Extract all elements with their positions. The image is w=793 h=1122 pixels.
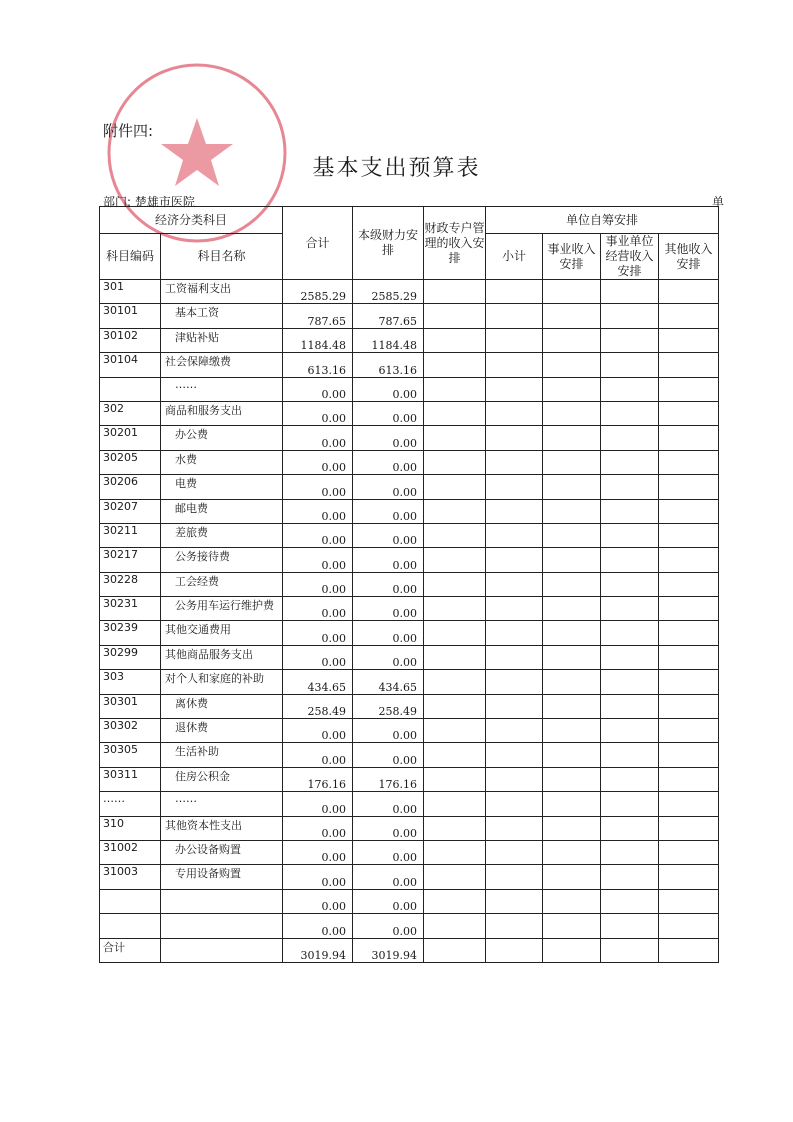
cell-total: 0.00	[283, 840, 353, 864]
cell-career-income	[543, 597, 601, 621]
cell-career-income	[543, 914, 601, 938]
cell-subtotal	[486, 938, 543, 962]
cell-other-income	[659, 523, 719, 547]
cell-name: 办公费	[161, 426, 283, 450]
cell-business-income	[601, 450, 659, 474]
cell-total: 0.00	[283, 426, 353, 450]
cell-total: 787.65	[283, 304, 353, 328]
cell-special-finance	[424, 840, 486, 864]
cell-business-income	[601, 499, 659, 523]
table-row	[100, 694, 719, 718]
cell-subtotal	[486, 450, 543, 474]
cell-subtotal	[486, 377, 543, 401]
cell-code: 30104	[100, 353, 161, 377]
cell-business-income	[601, 377, 659, 401]
cell-total: 0.00	[283, 450, 353, 474]
cell-other-income	[659, 816, 719, 840]
cell-other-income	[659, 280, 719, 304]
cell-name: 公务用车运行维护费	[161, 597, 283, 621]
cell-special-finance	[424, 401, 486, 425]
cell-level-finance: 1184.48	[353, 328, 424, 352]
cell-code: 30305	[100, 743, 161, 767]
cell-career-income	[543, 304, 601, 328]
cell-special-finance	[424, 621, 486, 645]
cell-subtotal	[486, 548, 543, 572]
cell-other-income	[659, 572, 719, 596]
cell-total: 0.00	[283, 816, 353, 840]
cell-subtotal	[486, 767, 543, 791]
cell-name: 公务接待费	[161, 548, 283, 572]
header-subtotal: 小计	[486, 234, 543, 280]
cell-special-finance	[424, 304, 486, 328]
cell-name: ……	[161, 377, 283, 401]
cell-special-finance	[424, 597, 486, 621]
cell-level-finance: 0.00	[353, 475, 424, 499]
cell-total: 0.00	[283, 645, 353, 669]
cell-other-income	[659, 377, 719, 401]
cell-other-income	[659, 548, 719, 572]
cell-career-income	[543, 450, 601, 474]
table-row	[100, 938, 719, 962]
cell-code: 302	[100, 401, 161, 425]
cell-business-income	[601, 523, 659, 547]
cell-business-income	[601, 889, 659, 913]
cell-level-finance: 0.00	[353, 523, 424, 547]
cell-name: 电费	[161, 475, 283, 499]
cell-level-finance: 176.16	[353, 767, 424, 791]
cell-code: 30311	[100, 767, 161, 791]
table-row	[100, 792, 719, 816]
cell-name: 生活补助	[161, 743, 283, 767]
cell-business-income	[601, 280, 659, 304]
cell-subtotal	[486, 694, 543, 718]
cell-level-finance: 0.00	[353, 499, 424, 523]
cell-subtotal	[486, 280, 543, 304]
table-row	[100, 865, 719, 889]
cell-level-finance: 0.00	[353, 645, 424, 669]
cell-subtotal	[486, 645, 543, 669]
cell-special-finance	[424, 548, 486, 572]
cell-special-finance	[424, 450, 486, 474]
cell-business-income	[601, 401, 659, 425]
cell-code: ……	[100, 792, 161, 816]
table-row	[100, 280, 719, 304]
cell-name: 离休费	[161, 694, 283, 718]
table-row	[100, 401, 719, 425]
cell-level-finance: 0.00	[353, 840, 424, 864]
cell-subtotal	[486, 328, 543, 352]
header-business-income: 事业单位经营收入安排	[601, 234, 659, 280]
cell-name: 邮电费	[161, 499, 283, 523]
cell-level-finance: 0.00	[353, 743, 424, 767]
table-row	[100, 914, 719, 938]
cell-total: 434.65	[283, 670, 353, 694]
cell-code: 30205	[100, 450, 161, 474]
cell-special-finance	[424, 572, 486, 596]
cell-name: 专用设备购置	[161, 865, 283, 889]
table-row	[100, 328, 719, 352]
cell-career-income	[543, 645, 601, 669]
cell-total: 0.00	[283, 889, 353, 913]
cell-other-income	[659, 645, 719, 669]
cell-level-finance: 613.16	[353, 353, 424, 377]
cell-total: 613.16	[283, 353, 353, 377]
table-row	[100, 353, 719, 377]
cell-business-income	[601, 572, 659, 596]
cell-name: 津贴补贴	[161, 328, 283, 352]
cell-other-income	[659, 670, 719, 694]
cell-total: 0.00	[283, 865, 353, 889]
table-row	[100, 621, 719, 645]
cell-total: 0.00	[283, 792, 353, 816]
table-row	[100, 377, 719, 401]
cell-subtotal	[486, 840, 543, 864]
cell-name	[161, 938, 283, 962]
cell-subtotal	[486, 743, 543, 767]
cell-special-finance	[424, 914, 486, 938]
cell-career-income	[543, 523, 601, 547]
cell-special-finance	[424, 499, 486, 523]
cell-business-income	[601, 767, 659, 791]
cell-subtotal	[486, 865, 543, 889]
cell-career-income	[543, 865, 601, 889]
cell-total: 0.00	[283, 475, 353, 499]
table-row	[100, 670, 719, 694]
cell-name: 基本工资	[161, 304, 283, 328]
cell-subtotal	[486, 670, 543, 694]
cell-level-finance: 0.00	[353, 548, 424, 572]
cell-business-income	[601, 645, 659, 669]
cell-subtotal	[486, 401, 543, 425]
cell-business-income	[601, 816, 659, 840]
cell-level-finance: 3019.94	[353, 938, 424, 962]
cell-career-income	[543, 377, 601, 401]
cell-special-finance	[424, 719, 486, 743]
header-other-income: 其他收入安排	[659, 234, 719, 280]
cell-career-income	[543, 767, 601, 791]
cell-code: 31003	[100, 865, 161, 889]
cell-subtotal	[486, 816, 543, 840]
cell-code: 303	[100, 670, 161, 694]
cell-level-finance: 0.00	[353, 401, 424, 425]
cell-level-finance: 0.00	[353, 792, 424, 816]
cell-business-income	[601, 694, 659, 718]
table-row	[100, 889, 719, 913]
cell-special-finance	[424, 889, 486, 913]
cell-career-income	[543, 621, 601, 645]
table-row	[100, 548, 719, 572]
department-label: 部门: 楚雄市医院	[103, 195, 195, 209]
cell-special-finance	[424, 743, 486, 767]
cell-special-finance	[424, 475, 486, 499]
annex-label: 附件四:	[103, 122, 154, 140]
header-self-raised-group: 单位自筹安排	[486, 207, 719, 234]
cell-code: 30101	[100, 304, 161, 328]
cell-code: 30239	[100, 621, 161, 645]
cell-other-income	[659, 621, 719, 645]
cell-level-finance: 0.00	[353, 865, 424, 889]
cell-name: 工资福利支出	[161, 280, 283, 304]
header-special-finance: 财政专户管理的收入安排	[424, 207, 486, 280]
cell-business-income	[601, 938, 659, 962]
cell-special-finance	[424, 328, 486, 352]
cell-total: 0.00	[283, 401, 353, 425]
cell-other-income	[659, 499, 719, 523]
cell-other-income	[659, 426, 719, 450]
cell-code: 30301	[100, 694, 161, 718]
budget-table-body	[100, 280, 719, 963]
cell-special-finance	[424, 645, 486, 669]
cell-business-income	[601, 719, 659, 743]
header-econ-group: 经济分类科目	[100, 207, 283, 234]
cell-total: 0.00	[283, 377, 353, 401]
cell-level-finance: 0.00	[353, 450, 424, 474]
table-row	[100, 767, 719, 791]
cell-level-finance: 0.00	[353, 426, 424, 450]
cell-other-income	[659, 914, 719, 938]
cell-career-income	[543, 938, 601, 962]
cell-level-finance: 2585.29	[353, 280, 424, 304]
cell-subtotal	[486, 597, 543, 621]
cell-name: 对个人和家庭的补助	[161, 670, 283, 694]
cell-career-income	[543, 694, 601, 718]
table-row	[100, 475, 719, 499]
cell-special-finance	[424, 938, 486, 962]
cell-business-income	[601, 353, 659, 377]
cell-career-income	[543, 572, 601, 596]
cell-special-finance	[424, 280, 486, 304]
cell-total: 176.16	[283, 767, 353, 791]
cell-total: 0.00	[283, 914, 353, 938]
cell-total: 0.00	[283, 572, 353, 596]
cell-special-finance	[424, 377, 486, 401]
cell-career-income	[543, 670, 601, 694]
cell-level-finance: 434.65	[353, 670, 424, 694]
header-career-income: 事业收入安排	[543, 234, 601, 280]
cell-name: 其他商品服务支出	[161, 645, 283, 669]
cell-name: 社会保障缴费	[161, 353, 283, 377]
cell-name	[161, 889, 283, 913]
budget-table	[99, 206, 719, 963]
cell-special-finance	[424, 353, 486, 377]
cell-subtotal	[486, 426, 543, 450]
cell-total: 1184.48	[283, 328, 353, 352]
cell-other-income	[659, 938, 719, 962]
cell-other-income	[659, 353, 719, 377]
cell-special-finance	[424, 816, 486, 840]
table-row	[100, 450, 719, 474]
cell-subtotal	[486, 914, 543, 938]
cell-career-income	[543, 889, 601, 913]
cell-other-income	[659, 889, 719, 913]
cell-code: 30231	[100, 597, 161, 621]
cell-career-income	[543, 328, 601, 352]
cell-level-finance: 787.65	[353, 304, 424, 328]
cell-code: 30211	[100, 523, 161, 547]
cell-level-finance: 0.00	[353, 914, 424, 938]
cell-other-income	[659, 865, 719, 889]
cell-code: 30299	[100, 645, 161, 669]
cell-level-finance: 0.00	[353, 889, 424, 913]
table-row	[100, 719, 719, 743]
cell-subtotal	[486, 353, 543, 377]
cell-other-income	[659, 475, 719, 499]
cell-name: 水费	[161, 450, 283, 474]
cell-career-income	[543, 475, 601, 499]
cell-level-finance: 0.00	[353, 719, 424, 743]
cell-subtotal	[486, 304, 543, 328]
cell-special-finance	[424, 694, 486, 718]
cell-total: 258.49	[283, 694, 353, 718]
cell-other-income	[659, 719, 719, 743]
cell-subtotal	[486, 572, 543, 596]
cell-name: 住房公积金	[161, 767, 283, 791]
cell-special-finance	[424, 523, 486, 547]
cell-other-income	[659, 597, 719, 621]
cell-business-income	[601, 621, 659, 645]
cell-business-income	[601, 792, 659, 816]
cell-business-income	[601, 597, 659, 621]
cell-level-finance: 0.00	[353, 621, 424, 645]
cell-code: 30102	[100, 328, 161, 352]
cell-code: 30201	[100, 426, 161, 450]
cell-name: 工会经费	[161, 572, 283, 596]
cell-code	[100, 889, 161, 913]
cell-career-income	[543, 743, 601, 767]
cell-subtotal	[486, 499, 543, 523]
cell-special-finance	[424, 865, 486, 889]
cell-code: 30228	[100, 572, 161, 596]
page-title: 基本支出预算表	[312, 156, 481, 181]
cell-other-income	[659, 328, 719, 352]
table-row	[100, 645, 719, 669]
cell-level-finance: 0.00	[353, 572, 424, 596]
cell-name: 差旅费	[161, 523, 283, 547]
cell-other-income	[659, 304, 719, 328]
cell-career-income	[543, 499, 601, 523]
cell-total: 0.00	[283, 597, 353, 621]
cell-code: 301	[100, 280, 161, 304]
table-row	[100, 572, 719, 596]
header-total: 合计	[283, 207, 353, 280]
cell-name: 商品和服务支出	[161, 401, 283, 425]
cell-total: 0.00	[283, 743, 353, 767]
cell-code: 30217	[100, 548, 161, 572]
cell-business-income	[601, 548, 659, 572]
cell-career-income	[543, 401, 601, 425]
cell-code: 30206	[100, 475, 161, 499]
cell-business-income	[601, 914, 659, 938]
cell-special-finance	[424, 426, 486, 450]
cell-total: 3019.94	[283, 938, 353, 962]
cell-career-income	[543, 816, 601, 840]
cell-level-finance: 0.00	[353, 377, 424, 401]
cell-special-finance	[424, 767, 486, 791]
cell-career-income	[543, 353, 601, 377]
cell-name	[161, 914, 283, 938]
table-row	[100, 816, 719, 840]
cell-other-income	[659, 792, 719, 816]
table-row	[100, 499, 719, 523]
cell-name: ……	[161, 792, 283, 816]
cell-level-finance: 0.00	[353, 597, 424, 621]
cell-career-income	[543, 426, 601, 450]
cell-total: 0.00	[283, 499, 353, 523]
cell-subtotal	[486, 523, 543, 547]
cell-other-income	[659, 401, 719, 425]
cell-total: 0.00	[283, 621, 353, 645]
cell-business-income	[601, 426, 659, 450]
cell-subtotal	[486, 621, 543, 645]
cell-career-income	[543, 548, 601, 572]
cell-code: 30302	[100, 719, 161, 743]
table-row	[100, 597, 719, 621]
cell-total: 0.00	[283, 523, 353, 547]
cell-business-income	[601, 743, 659, 767]
cell-code	[100, 914, 161, 938]
header-level-finance: 本级财力安排	[353, 207, 424, 280]
cell-special-finance	[424, 670, 486, 694]
cell-business-income	[601, 328, 659, 352]
unit-label-fragment: 单	[712, 195, 725, 209]
table-row	[100, 426, 719, 450]
cell-other-income	[659, 694, 719, 718]
cell-level-finance: 258.49	[353, 694, 424, 718]
cell-special-finance	[424, 792, 486, 816]
cell-code: 310	[100, 816, 161, 840]
cell-name: 办公设备购置	[161, 840, 283, 864]
cell-other-income	[659, 743, 719, 767]
cell-total: 0.00	[283, 719, 353, 743]
cell-career-income	[543, 840, 601, 864]
cell-business-income	[601, 475, 659, 499]
cell-career-income	[543, 792, 601, 816]
cell-subtotal	[486, 889, 543, 913]
header-code: 科目编码	[100, 234, 161, 280]
cell-code: 31002	[100, 840, 161, 864]
cell-name: 其他交通费用	[161, 621, 283, 645]
table-row	[100, 523, 719, 547]
cell-career-income	[543, 719, 601, 743]
cell-business-income	[601, 670, 659, 694]
cell-business-income	[601, 865, 659, 889]
cell-subtotal	[486, 792, 543, 816]
cell-level-finance: 0.00	[353, 816, 424, 840]
cell-code: 30207	[100, 499, 161, 523]
table-row	[100, 840, 719, 864]
table-row	[100, 743, 719, 767]
header-name: 科目名称	[161, 234, 283, 280]
cell-name: 其他资本性支出	[161, 816, 283, 840]
cell-name: 退休费	[161, 719, 283, 743]
cell-subtotal	[486, 719, 543, 743]
cell-other-income	[659, 840, 719, 864]
table-row	[100, 304, 719, 328]
cell-other-income	[659, 450, 719, 474]
cell-total: 2585.29	[283, 280, 353, 304]
cell-business-income	[601, 840, 659, 864]
cell-code	[100, 377, 161, 401]
cell-business-income	[601, 304, 659, 328]
cell-other-income	[659, 767, 719, 791]
cell-career-income	[543, 280, 601, 304]
cell-subtotal	[486, 475, 543, 499]
cell-total: 0.00	[283, 548, 353, 572]
cell-code: 合计	[100, 938, 161, 962]
